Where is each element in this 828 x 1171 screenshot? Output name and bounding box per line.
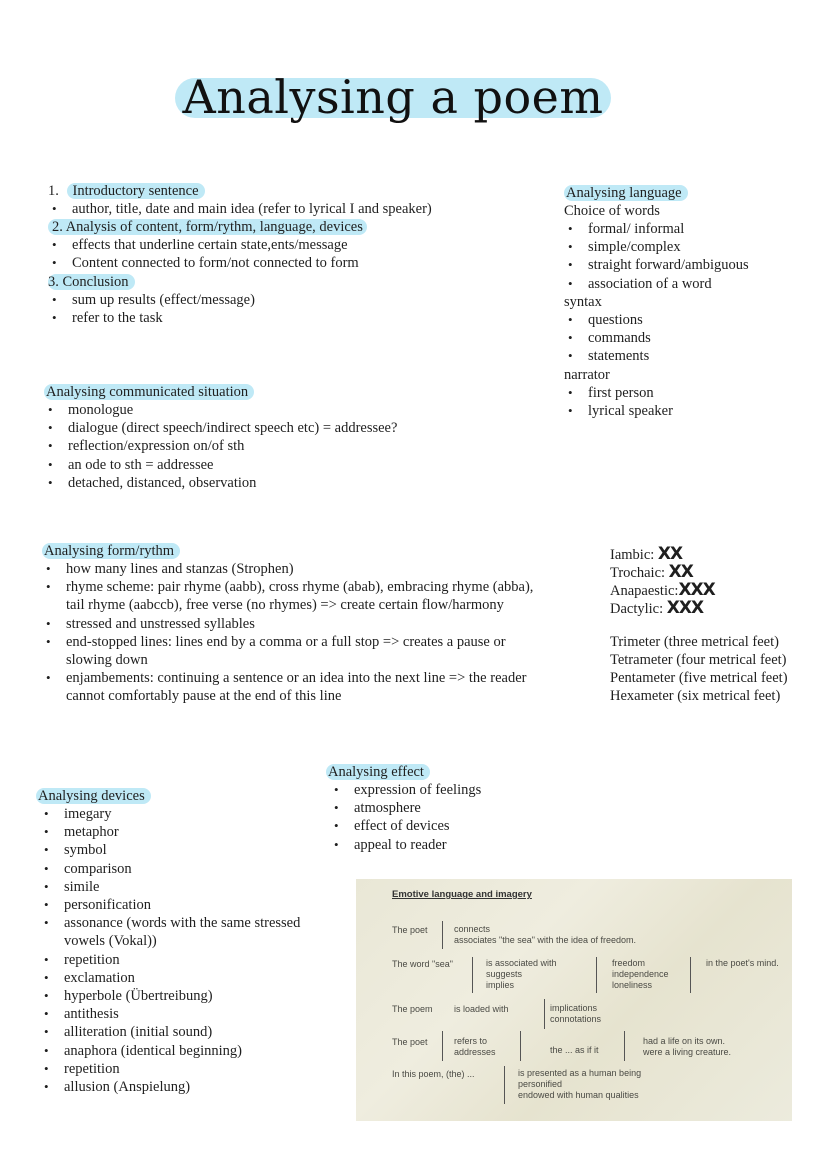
photo-divider	[442, 921, 443, 949]
list-item: • questions	[564, 311, 651, 329]
photo-divider	[596, 957, 597, 993]
list-item: • assonance (words with the same stressed vowels (Vokal))	[40, 914, 300, 950]
photo-text: loneliness	[612, 980, 653, 990]
list-item: • atmosphere	[330, 799, 481, 817]
list-item: • simple/complex	[564, 238, 749, 256]
list-item: • lyrical speaker	[564, 402, 673, 420]
step2-heading: 2. Analysis of content, form/rythm, language, devices	[48, 218, 367, 236]
photo-text: in the poet's mind.	[706, 958, 779, 968]
step2-list	[48, 236, 359, 272]
list-item: • straight forward/ambiguous	[564, 256, 749, 274]
list-item: • antithesis	[40, 1005, 300, 1023]
list-item: • Content connected to form/not connected to form	[48, 254, 359, 272]
worksheet-photo	[356, 879, 792, 1121]
choice-label: Choice of words	[564, 203, 660, 219]
list-item: • how many lines and stanzas (Strophen)	[42, 560, 533, 578]
list-item: • author, title, date and main idea (refer to lyrical I and speaker)	[48, 200, 432, 218]
language-heading: Analysing language	[564, 185, 688, 201]
photo-text: addresses	[454, 1047, 496, 1057]
photo-text: is presented as a human being	[518, 1068, 642, 1078]
form-list	[42, 560, 533, 706]
list-item: • exclamation	[40, 969, 300, 987]
list-item: • an ode to sth = addressee	[44, 456, 397, 474]
length-pentameter: Pentameter (five metrical feet)	[610, 670, 788, 686]
syntax-label: syntax	[564, 294, 602, 310]
syntax-list	[564, 311, 651, 366]
photo-divider	[520, 1031, 521, 1061]
list-item: • repetition	[40, 1060, 300, 1078]
list-item: • refer to the task	[48, 309, 255, 327]
foot-iambic: Iambic: XX	[610, 544, 683, 564]
list-item: • statements	[564, 347, 651, 365]
photo-text: were a living creature.	[643, 1047, 732, 1057]
list-item: • effect of devices	[330, 817, 481, 835]
situation-heading: Analysing communicated situation	[44, 384, 254, 400]
photo-divider	[504, 1066, 505, 1104]
photo-text: refers to	[454, 1036, 488, 1046]
photo-text: the ... as if it	[550, 1045, 599, 1055]
list-item: • rhyme scheme: pair rhyme (aabb), cross rhyme (abab), embracing rhyme (abba), tail rhyme (aabccb), free verse (no rhymes) => create certain flow/harmony	[42, 578, 533, 614]
list-item: • detached, distanced, observation	[44, 474, 397, 492]
list-item: • dialogue (direct speech/indirect speech etc) = addressee?	[44, 419, 397, 437]
list-item: • appeal to reader	[330, 836, 481, 854]
length-tetrameter: Tetrameter (four metrical feet)	[610, 652, 787, 668]
list-item: • reflection/expression on/of sth	[44, 437, 397, 455]
effect-list	[330, 781, 481, 854]
list-item: • personification	[40, 896, 300, 914]
photo-text: personified	[518, 1079, 563, 1089]
form-heading: Analysing form/rythm	[42, 543, 180, 559]
choice-list	[564, 220, 749, 293]
step3-heading: 3. Conclusion	[48, 273, 135, 291]
list-item: • stressed and unstressed syllables	[42, 615, 533, 633]
photo-text: connects	[454, 924, 491, 934]
step1-heading: 1. Introductory sentence	[48, 182, 205, 200]
page-title: Analysing a poem	[182, 70, 604, 124]
photo-text: The poet	[392, 925, 428, 935]
narrator-label: narrator	[564, 367, 610, 383]
photo-divider	[442, 1031, 443, 1061]
devices-list	[40, 805, 300, 1096]
list-item: • monologue	[44, 401, 397, 419]
narrator-list	[564, 384, 673, 420]
photo-text: freedom	[612, 958, 646, 968]
photo-divider	[472, 957, 473, 993]
list-item: • alliteration (initial sound)	[40, 1023, 300, 1041]
step1-label: Introductory sentence	[67, 183, 205, 199]
list-item: • imegary	[40, 805, 300, 823]
photo-divider	[544, 999, 545, 1029]
stress-marks: XXX	[678, 580, 715, 600]
stress-marks: XXX	[666, 598, 704, 618]
photo-text: had a life on its own.	[643, 1036, 726, 1046]
list-item: • hyperbole (Übertreibung)	[40, 987, 300, 1005]
photo-heading: Emotive language and imagery	[392, 889, 532, 900]
list-item: • expression of feelings	[330, 781, 481, 799]
length-trimeter: Trimeter (three metrical feet)	[610, 634, 779, 650]
photo-text: is associated with	[486, 958, 557, 968]
list-item: • comparison	[40, 860, 300, 878]
photo-text: endowed with human qualities	[518, 1090, 639, 1100]
length-hexameter: Hexameter (six metrical feet)	[610, 688, 781, 704]
list-item: • repetition	[40, 951, 300, 969]
list-item: • anaphora (identical beginning)	[40, 1042, 300, 1060]
photo-text: The word "sea"	[392, 959, 453, 969]
photo-text: The poet	[392, 1037, 428, 1047]
list-item: • association of a word	[564, 275, 749, 293]
step3-list	[48, 291, 255, 327]
photo-text: implies	[486, 980, 515, 990]
stress-marks: XX	[657, 544, 683, 564]
list-item: • metaphor	[40, 823, 300, 841]
photo-text: associates "the sea" with the idea of freedom.	[454, 935, 636, 945]
list-item: • formal/ informal	[564, 220, 749, 238]
devices-heading: Analysing devices	[36, 788, 151, 804]
list-item: • sum up results (effect/message)	[48, 291, 255, 309]
foot-anapaestic: Anapaestic:XXX	[610, 580, 715, 600]
list-item: • first person	[564, 384, 673, 402]
list-item: • simile	[40, 878, 300, 896]
list-item: • commands	[564, 329, 651, 347]
list-item: • allusion (Anspielung)	[40, 1078, 300, 1096]
foot-trochaic: Trochaic: XX	[610, 562, 693, 582]
list-item: • effects that underline certain state,ents/message	[48, 236, 359, 254]
photo-text: suggests	[486, 969, 523, 979]
list-item: • enjambements: continuing a sentence or an idea into the next line => the reader cannot comfortably pause at the end of this line	[42, 669, 533, 705]
photo-text: independence	[612, 969, 669, 979]
photo-text: In this poem, (the) ...	[392, 1069, 475, 1079]
effect-heading: Analysing effect	[326, 764, 430, 780]
stress-marks: XX	[668, 562, 693, 582]
situation-list	[44, 401, 397, 492]
list-item: • end-stopped lines: lines end by a comma or a full stop => creates a pause or slowing down	[42, 633, 533, 669]
foot-dactylic: Dactylic: XXX	[610, 598, 704, 618]
step1-list	[48, 200, 432, 218]
photo-text: The poem	[392, 1004, 433, 1014]
list-item: • symbol	[40, 841, 300, 859]
photo-text: connotations	[550, 1014, 602, 1024]
photo-divider	[624, 1031, 625, 1061]
photo-divider	[690, 957, 691, 993]
photo-text: implications	[550, 1003, 598, 1013]
photo-text: is loaded with	[454, 1004, 509, 1014]
